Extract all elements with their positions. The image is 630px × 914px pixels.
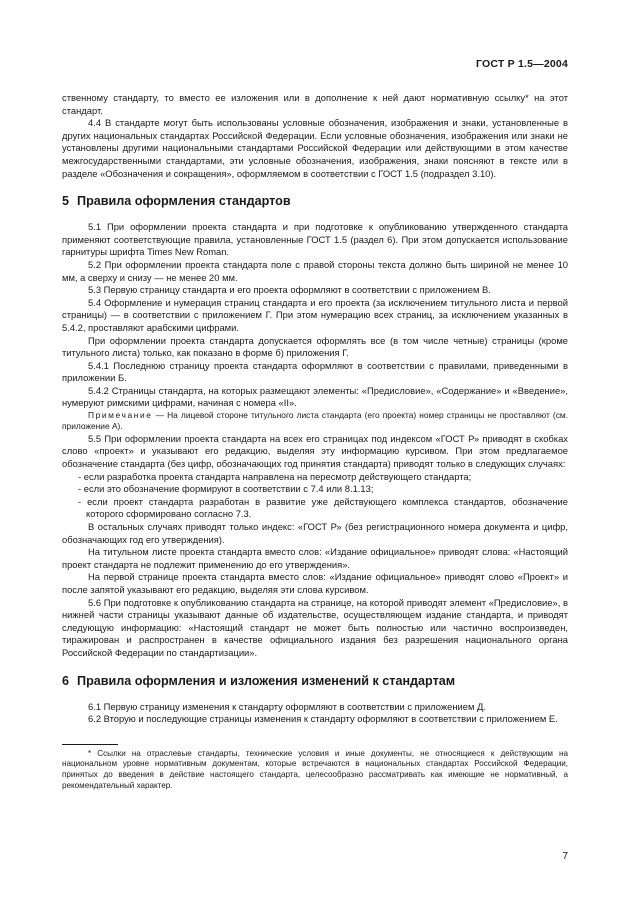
paragraph-5-1: 5.1 При оформлении проекта стандарта и при подготовке к опубликованию утвержденного стандарта применяют соответствующие правила, установленные ГОСТ 1.5 (раздел 6). При этом допускается использование гарнитуры шрифта Times New Roman. [62, 221, 568, 258]
list-item: - если проект стандарта разработан в развитие уже действующего комплекса стандартов, обозначение которого сформировано согласно 7.3. [78, 495, 568, 520]
paragraph-5-4: 5.4 Оформление и нумерация страниц стандарта и его проекта (за исключением титульного листа и первой страницы) — в соответствии с приложением Г. При этом нумерацию всех страниц, за исключением указанных в 5.4.2, проставляют арабскими цифрами. [62, 296, 568, 333]
footnote-divider [62, 744, 118, 745]
page-body [62, 92, 568, 791]
paragraph-5-4-2: 5.4.2 Страницы стандарта, на которых размещают элементы: «Предисловие», «Содержание» и «Введение», нумеруют римскими цифрами, начиная с номера «II». [62, 384, 568, 409]
paragraph-5-3: 5.3 Первую страницу стандарта и его проекта оформляют в соответствии с приложением В. [88, 284, 491, 296]
paragraph-5-5-first-page: На первой странице проекта стандарта вместо слов: «Издание официальное» приводят слово «Проект» и после запятой указывают его редакцию, выделяя эти слова курсивом. [62, 571, 568, 595]
page-number: 7 [562, 851, 568, 862]
paragraph-5-4-continued: При оформлении проекта стандарта допускается оформлять все (в том числе четные) страницы (кроме титульного листа) только, как показано в форме б) приложения Г. [62, 334, 568, 359]
paragraph-5-6: 5.6 При подготовке к опубликованию стандарта на странице, на которой приводят элемент «Предисловие», в нижней части страницы указывают данные об издательстве, осуществляющем издание стандарта, и приводят следующую информацию: «Настоящий стандарт не может быть полностью или частично воспроизведен, тиражирован и распространен в качестве официального издания без разрешения национального органа Российской Федерации по стандартизации». [62, 596, 568, 658]
note-text: — На лицевой стороне титульного листа стандарта (его проекта) номер страницы не проставляют (см. приложение А). [62, 410, 568, 432]
note-label: Примечание [88, 410, 153, 421]
paragraph-5-2: 5.2 При оформлении проекта стандарта поле с правой стороны текста должно быть шириной не менее 10 мм, а сверху и снизу — не менее 20 мм. [62, 258, 568, 283]
paragraph-5-5-title-page: На титульном листе проекта стандарта вместо слов: «Издание официальное» приводят слова: «Настоящий проект стандарта не подлежит применению до его утверждения». [62, 546, 568, 570]
list-item: - если разработка проекта стандарта направлена на пересмотр действующего стандарта; [78, 470, 472, 482]
paragraph-5-5: 5.5 При оформлении проекта стандарта на всех его страницах под индексом «ГОСТ Р» приводят в скобках слово «проект» и указывают его редакцию, выделяя эту информацию курсивом. При этом предлагаемое обозначение стандарта (без цифр, обозначающих год принятия стандарта) приводят только в следующих случаях: [62, 432, 568, 470]
section-6-title: Правила оформления и изложения изменений к стандартам [77, 673, 456, 688]
section-5-heading [62, 194, 568, 209]
paragraph-5-5-other-cases: В остальных случаях приводят только индекс: «ГОСТ Р» (без регистрационного номера документа и цифр, обозначающих год его утверждения). [62, 521, 568, 545]
document-code-header: ГОСТ Р 1.5—2004 [475, 58, 568, 70]
paragraph-6-2: 6.2 Вторую и последующие страницы изменения к стандарту оформляют в соответствии с приложением Е. [88, 713, 558, 725]
section-6-heading [62, 674, 568, 689]
section-5-number: 5 [62, 194, 70, 209]
paragraph-5-4-1: 5.4.1 Последнюю страницу проекта стандарта оформляют в соответствии с правилами, приведенными в приложении Б. [62, 359, 568, 384]
paragraph-4-4: 4.4 В стандарте могут быть использованы условные обозначения, изображения и знаки, установленные в других национальных стандартах Российской Федерации. Если условные обозначения, изображения или знаки не установлены другими национальными стандартами Российской Федерации или действующими в этом качестве межгосударственными стандартами, эти условные обозначения, изображения, знаки поясняют в тексте или в разделе «Обозначения и сокращения», оформляемом в соответствии с ГОСТ 1.5 (подраздел 3.10). [62, 117, 568, 179]
section-5-title: Правила оформления стандартов [77, 194, 291, 209]
list-item: - если это обозначение формируют в соответствии с 7.4 или 8.1.13; [78, 483, 374, 495]
note [62, 410, 568, 433]
paragraph-continuation: ственному стандарту, то вместо ее изложения или в дополнение к ней дают нормативную ссылку* на этот стандарт. [62, 92, 568, 116]
paragraph-6-1: 6.1 Первую страницу изменения к стандарту оформляют в соответствии с приложением Д. [88, 700, 487, 712]
section-6-number: 6 [62, 673, 70, 688]
footnote: * Ссылки на отраслевые стандарты, технические условия и иные документы, не относящиеся к действующим на национальном уровне нормативным документам, которые встречаются в национальных стандартах Российской Федерации, принятых до введения в действие настоящего стандарта, целесообразно рассматривать как имеющие не нормативный, а рекомендательный характер. [62, 748, 568, 790]
